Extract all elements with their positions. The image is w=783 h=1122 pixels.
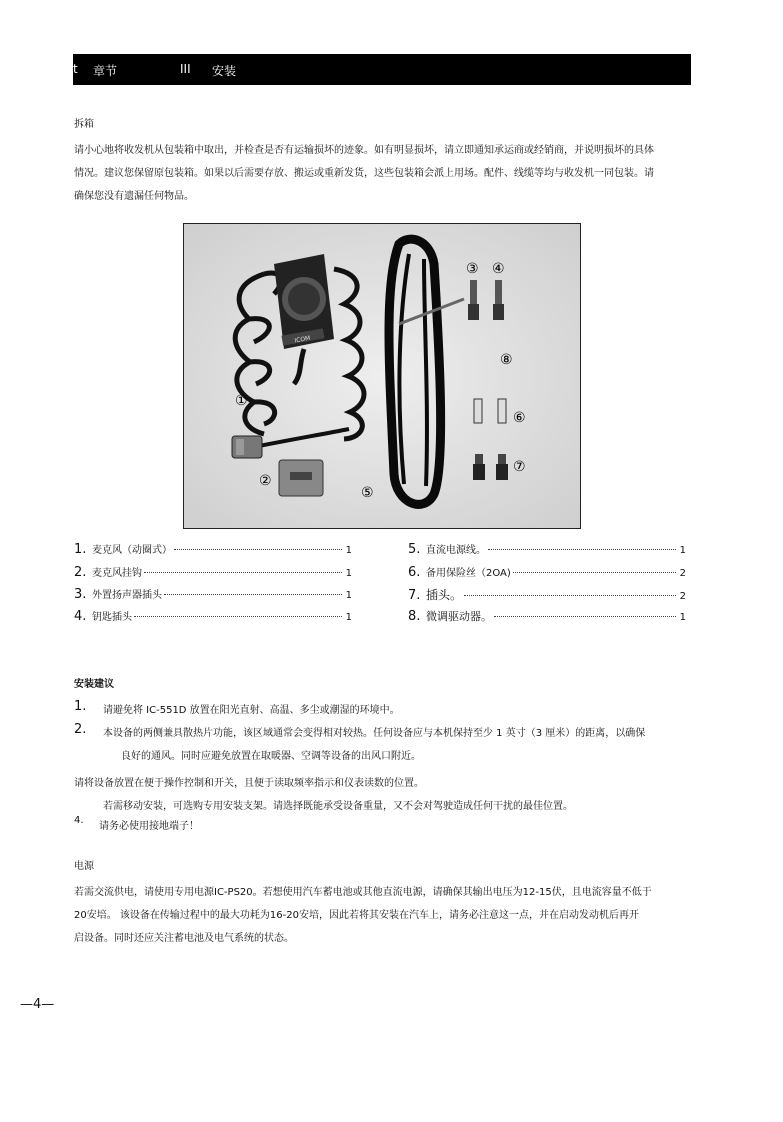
unpacking-line: 确保您没有遗漏任何物品。	[74, 191, 194, 202]
list-item	[408, 541, 686, 563]
part-quantity: 2	[679, 568, 686, 579]
figure-label-8: ⑧	[500, 352, 513, 368]
part-number: 7.	[408, 588, 421, 603]
list-item	[408, 586, 686, 608]
leader-dots	[134, 616, 342, 617]
install-note-placement: 请将设备放置在便于操作控制和开关，且便于读取频率指示和仪表读数的位置。	[74, 778, 424, 789]
part-quantity: 1	[345, 612, 352, 623]
list-item	[74, 608, 352, 630]
install-item-number: 1.	[74, 699, 87, 714]
figure-label-2: ②	[259, 473, 272, 489]
header-prefix: t	[73, 62, 78, 76]
figure-label-1: ①	[235, 393, 248, 409]
power-line: 若需交流供电，请使用专用电源IC-PS20。若想使用汽车蓄电池或其他直流电源，请确保其输出电压为12-15伏，且电流容量不低于	[74, 887, 652, 898]
install-item-text	[103, 722, 694, 768]
accessories-illustration	[184, 224, 580, 528]
power-heading: 电源	[74, 861, 94, 872]
power-paragraph	[74, 881, 694, 950]
power-line: 启设备。同时还应关注蓄电池及电气系统的状态。	[74, 933, 294, 944]
part-quantity: 1	[679, 545, 686, 556]
install-item-1	[74, 699, 694, 722]
accessories-photo	[183, 223, 581, 529]
part-number: 5.	[408, 542, 421, 557]
part-name: 外置扬声器插头	[92, 590, 162, 601]
install-item-number: 4.	[74, 815, 84, 826]
unpacking-line: 情况。建议您保留原包装箱。如果以后需要存放、搬运或重新发货，这些包装箱会派上用场。配件、线缆等均与收发机一同包装。请	[74, 168, 654, 179]
figure-label-4: ④	[492, 261, 505, 277]
list-item	[408, 564, 686, 586]
unpacking-heading: 拆箱	[74, 119, 94, 130]
part-quantity: 2	[679, 591, 686, 602]
leader-dots	[174, 549, 342, 550]
install-note-mounting: 若需移动安装，可选购专用安装支架。请选择既能承受设备重量，又不会对驾驶造成任何干扰的最佳位置。	[103, 801, 573, 812]
part-quantity: 1	[345, 545, 352, 556]
install-item-text: 请务必使用接地端子！	[99, 821, 199, 832]
header-chapter-label: 章节	[93, 64, 118, 78]
part-name: 钥匙插头	[92, 612, 132, 623]
mic-hanger-icon	[279, 460, 323, 496]
list-item	[408, 608, 686, 630]
leader-dots	[513, 572, 676, 573]
header-chapter-title: 安装	[212, 64, 237, 78]
install-item-line: 良好的通风。同时应避免放置在取暖器、空调等设备的出风口附近。	[121, 751, 421, 762]
install-item-number: 2.	[74, 722, 87, 737]
parts-list	[74, 541, 694, 633]
leader-dots	[488, 549, 676, 550]
part-quantity: 1	[345, 568, 352, 579]
leader-dots	[144, 572, 342, 573]
list-item	[74, 541, 352, 563]
install-item-2	[74, 722, 694, 768]
figure-label-5: ⑤	[361, 485, 374, 501]
leader-dots	[494, 616, 676, 617]
part-number: 8.	[408, 609, 421, 624]
unpacking-line: 请小心地将收发机从包装箱中取出，并检查是否有运输损坏的迹象。如有明显损坏，请立即通知承运商或经销商，并说明损坏的具体	[74, 145, 654, 156]
install-heading: 安装建议	[74, 679, 114, 690]
install-item-text: 请避免将 IC-551D 放置在阳光直射、高温、多尘或潮湿的环境中。	[103, 705, 400, 716]
page-number: —4—	[20, 997, 55, 1012]
chapter-header-bar	[73, 54, 691, 85]
part-number: 6.	[408, 565, 421, 580]
figure-label-6: ⑥	[513, 410, 526, 426]
leader-dots	[164, 594, 342, 595]
unpacking-paragraph	[74, 139, 694, 208]
part-name: 麦克风（动圈式）	[92, 545, 172, 556]
part-name: 直流电源线。	[426, 545, 486, 556]
leader-dots	[464, 595, 676, 596]
part-quantity: 1	[345, 590, 352, 601]
list-item	[74, 586, 352, 608]
part-name: 麦克风挂钩	[92, 568, 142, 579]
mic-brand-text: ICOM	[293, 334, 311, 345]
part-name: 插头。	[426, 588, 463, 602]
part-number: 1.	[74, 542, 87, 557]
install-item-4	[74, 815, 694, 838]
part-number: 3.	[74, 587, 87, 602]
install-item-line: 本设备的两侧兼具散热片功能，该区域通常会变得相对较热。任何设备应与本机保持至少 1 英寸（3 厘米）的距离，以确保	[103, 728, 646, 739]
figure-label-7: ⑦	[513, 459, 526, 475]
list-item	[74, 564, 352, 586]
figure-label-3: ③	[466, 261, 479, 277]
part-quantity: 1	[679, 612, 686, 623]
power-line: 20安培。 该设备在传输过程中的最大功耗为16-20安培，因此若将其安装在汽车上，请务必注意这一点，并在启动发动机后再开	[74, 910, 639, 921]
part-name: 微调驱动器。	[426, 610, 492, 623]
part-number: 4.	[74, 609, 87, 624]
part-number: 2.	[74, 565, 87, 580]
part-name: 备用保险丝（2OA)	[426, 568, 511, 579]
header-chapter-number: III	[180, 62, 191, 76]
